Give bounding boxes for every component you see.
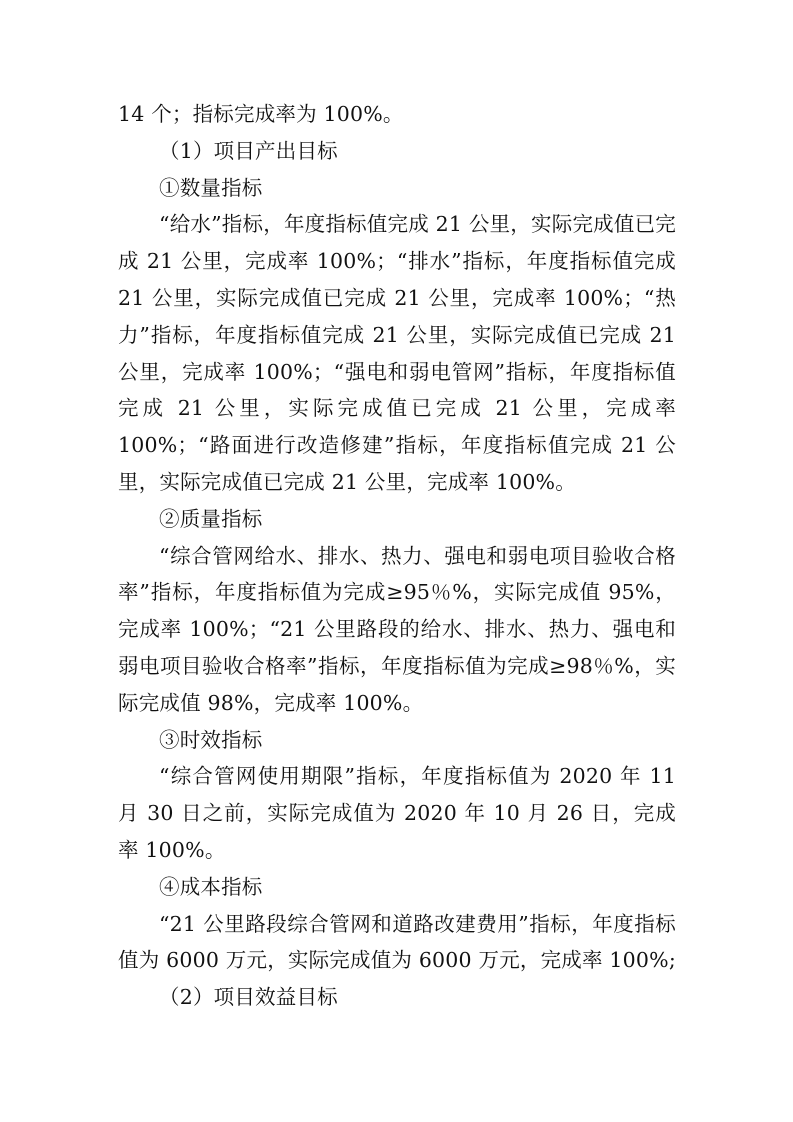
paragraph-quality-indicators: “综合管网给水、排水、热力、强电和弱电项目验收合格率”指标，年度指标值为完成≥95％%，实际完成值 95%，完成率 100%；“21 公里路段的给水、排水、热力、强电和弱电项目验收合格率”指标，年度指标值为完成≥98％%，实际完成值 98%，完成率 100%。	[118, 543, 676, 715]
paragraph-continuation: 14 个；指标完成率为 100%。	[118, 102, 404, 126]
section-heading-output-targets: （1）项目产出目标	[159, 138, 338, 163]
paragraph-cost-indicators: “21 公里路段综合管网和道路改建费用”指标，年度指标值为 6000 万元，实际完成值为 6000 万元，完成率 100%;	[118, 911, 676, 973]
subheading-timeliness-indicators: ③时效指标	[159, 727, 263, 752]
subheading-quality-indicators: ②质量指标	[159, 506, 263, 531]
document-body	[118, 96, 676, 1016]
paragraph-timeliness-indicators: “综合管网使用期限”指标，年度指标值为 2020 年 11 月 30 日之前，实际完成值为 2020 年 10 月 26 日，完成率 100%。	[118, 764, 676, 862]
subheading-quantity-indicators: ①数量指标	[159, 175, 263, 200]
paragraph-quantity-indicators: “给水”指标，年度指标值完成 21 公里，实际完成值已完成 21 公里，完成率 100%；“排水”指标，年度指标值完成 21 公里，实际完成值已完成 21 公里，完成率 100%；“热力”指标，年度指标值完成 21 公里，实际完成值已完成 21 公里，完成率 100%；“强电和弱电管网”指标，年度指标值完成 21 公里，实际完成值已完成 21 公里，完成率 100%；“路面进行改造修建”指标，年度指标值完成 21 公里，实际完成值已完成 21 公里，完成率 100%。	[118, 212, 676, 494]
section-heading-benefit-targets: （2）项目效益目标	[159, 985, 338, 1010]
subheading-cost-indicators: ④成本指标	[159, 874, 263, 899]
